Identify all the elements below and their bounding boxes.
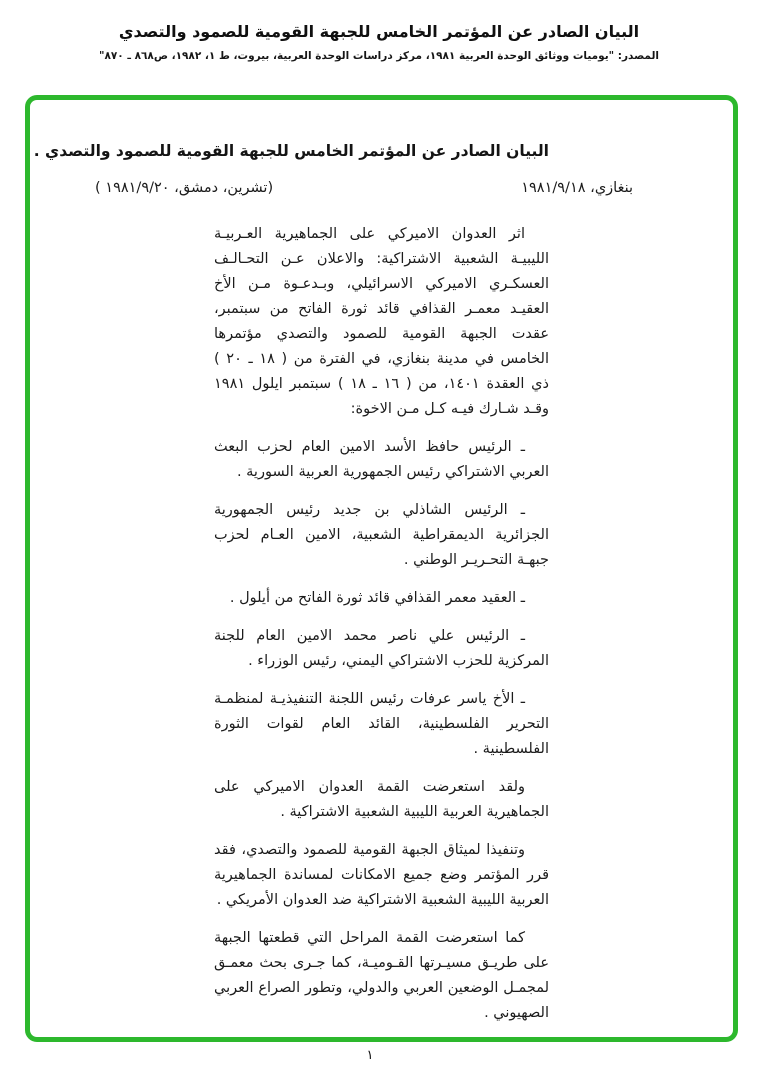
closing-paragraph: ولقد استعرضت القمة العدوان الاميركي على الجماهيرية العربية الليبية الشعبية الاشتراكية . bbox=[214, 779, 549, 820]
closing-paragraph: وتنفيذا لميثاق الجبهة القومية للصمود والتصدي، فقد قرر المؤتمر وضع جميع الامكانات لمساندة الجماهيرية العربية الليبية الشعبية الاشتراكية ضد العدوان الأمريكي . bbox=[214, 842, 549, 908]
participant-item: ـ الأخ ياسر عرفات رئيس اللجنة التنفيذيـة لمنظمـة التحرير الفلسطينية، القائد العام لقوات الثورة الفلسطينية . bbox=[214, 691, 549, 757]
participant-item: ـ الرئيس علي ناصر محمد الامين العام للجنة المركزية للحزب الاشتراكي اليمني، رئيس الوزراء . bbox=[214, 628, 549, 669]
document-dateline bbox=[95, 180, 633, 196]
participant-item: ـ الرئيس حافظ الأسد الامين العام لحزب البعث العربي الاشتراكي رئيس الجمهورية العربية السورية . bbox=[214, 439, 549, 480]
participant-item: ـ العقيد معمر القذافي قائد ثورة الفاتح من أيلول . bbox=[229, 590, 525, 606]
page-number: ١ bbox=[366, 1048, 374, 1063]
intro-paragraph: اثر العدوان الاميركي على الجماهيرية العـربيـة الليبيـة الشعبية الاشتراكية: والاعلان عـن التحـالـف العسكـري الاميركي الاسرائيلي، وبـدعـوة مـن الأخ العقيـد معمـر القذافي قائد ثورة الفاتح من سبتمبر، عقدت الجبهة القومية للصمود والتصدي مؤتمرها الخامس في مدينة بنغازي، في الفترة من ( ١٨ ـ ٢٠ ) ذي العقدة ١٤٠١، من ( ١٦ ـ ١٨ ) سبتمبر ايلول ١٩٨١ وقـد شـارك فيـه كـل مـن الاخوة: bbox=[214, 226, 549, 417]
dateline-place-date: بنغازي، ١٩٨١/٩/١٨ bbox=[521, 180, 633, 196]
document-green-frame bbox=[25, 95, 738, 1042]
header-source-line: المصدر: "يوميات ووثائق الوحدة العربية ١٩٨١، مركز دراسات الوحدة العربية، بيروت، ط ١، ١٩٨٢، ص٨٦٨ ـ ٨٧٠" bbox=[98, 50, 660, 62]
document-body bbox=[214, 222, 549, 1042]
document-title: البيان الصادر عن المؤتمر الخامس للجبهة القومية للصمود والتصدي . bbox=[33, 142, 549, 160]
dateline-publication: (تشرين، دمشق، ١٩٨١/٩/٢٠ ) bbox=[95, 180, 274, 196]
closing-paragraph: كما استعرضت القمة المراحل التي قطعتها الجبهة على طريـق مسيـرتها القـوميـة، كما جـرى بحث معمـق لمجمـل الوضعين العربي والدولي، وتطور الصراع العربي الصهيوني . bbox=[214, 930, 549, 1021]
closing-paragraph bbox=[214, 1039, 549, 1042]
page-header bbox=[0, 22, 758, 62]
participant-item: ـ الرئيس الشاذلي بن جديد رئيس الجمهورية الجزائرية الديمقراطية الشعبية، الامين العـام لحزب جبهـة التحـريـر الوطني . bbox=[214, 502, 549, 568]
header-title: البيان الصادر عن المؤتمر الخامس للجبهة القومية للصمود والتصدي bbox=[118, 22, 640, 41]
